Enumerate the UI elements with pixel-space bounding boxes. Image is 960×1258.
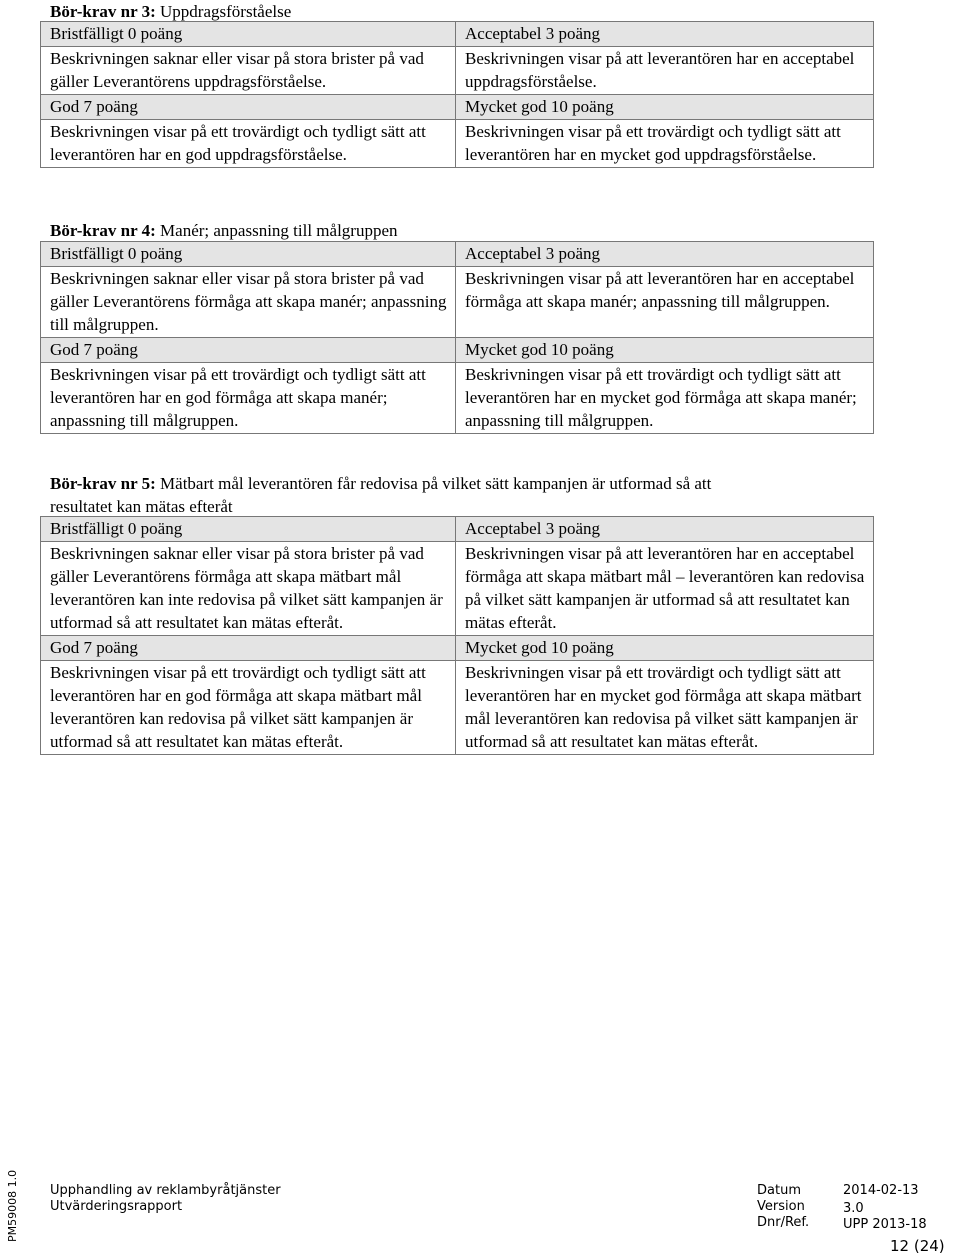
grade-acceptabel: Acceptabel 3 poäng [456,242,874,267]
desc-bristfalligt: Beskrivningen saknar eller visar på stora brister på vad gäller Leverantörens förmåga att skapa manér; anpassning till målgruppen. [41,267,456,338]
grade-god: God 7 poäng [41,95,456,120]
grade-acceptabel: Acceptabel 3 poäng [456,517,874,542]
section-title-4 [50,219,910,242]
desc-god: Beskrivningen visar på ett trovärdigt och tydligt sätt att leverantören har en god förmåga att skapa manér; anpassning till målgruppen. [41,363,456,434]
desc-bristfalligt: Beskrivningen saknar eller visar på stora brister på vad gäller Leverantörens förmåga att skapa mätbart mål leverantören kan inte redovisa på vilket sätt kampanjen är utformad så att resultatet kan mätas efteråt. [41,542,456,636]
page-number: 12 (24) [890,1237,945,1255]
version-label: Version [757,1199,805,1214]
grade-bristfalligt: Bristfälligt 0 poäng [41,517,456,542]
section-title-5 [50,472,730,518]
grade-god: God 7 poäng [41,338,456,363]
section-title-bold: Bör-krav nr 3: [50,2,156,21]
grade-bristfalligt: Bristfälligt 0 poäng [41,242,456,267]
datum-label: Datum [757,1183,801,1198]
grade-bristfalligt: Bristfälligt 0 poäng [41,22,456,47]
desc-acceptabel: Beskrivningen visar på att leverantören har en acceptabel förmåga att skapa mätbart mål – leverantören kan redovisa på vilket sätt kampanjen är utformad så att resultatet kan mätas efteråt. [456,542,874,636]
desc-acceptabel: Beskrivningen visar på att leverantören har en acceptabel förmåga att skapa manér; anpassning till målgruppen. [456,267,874,338]
desc-acceptabel: Beskrivningen visar på att leverantören har en acceptabel uppdragsförståelse. [456,47,874,95]
criteria-table-5 [40,516,874,755]
form-id-label: PM59008 1.0 [6,1169,19,1242]
desc-god: Beskrivningen visar på ett trovärdigt och tydligt sätt att leverantören har en god förmåga att skapa mätbart mål leverantören kan redovisa på vilket sätt kampanjen är utformad så att resultatet kan mätas efteråt. [41,661,456,755]
section-title-3 [50,0,910,23]
dnr-label: Dnr/Ref. [757,1215,810,1230]
section-title-bold: Bör-krav nr 5: [50,474,156,493]
grade-acceptabel: Acceptabel 3 poäng [456,22,874,47]
desc-bristfalligt: Beskrivningen saknar eller visar på stora brister på vad gäller Leverantörens uppdragsförståelse. [41,47,456,95]
grade-mycket-god: Mycket god 10 poäng [456,338,874,363]
doc-title: Upphandling av reklambyråtjänster [50,1183,281,1198]
grade-mycket-god: Mycket god 10 poäng [456,636,874,661]
section-title-text: Manér; anpassning till målgruppen [155,221,398,240]
dnr-value: UPP 2013-18 [843,1217,927,1232]
desc-god: Beskrivningen visar på ett trovärdigt och tydligt sätt att leverantören har en god uppdragsförståelse. [41,120,456,168]
grade-mycket-god: Mycket god 10 poäng [456,95,874,120]
datum-value: 2014-02-13 [843,1183,919,1198]
criteria-table-4 [40,241,874,434]
section-title-text: Mätbart mål leverantören får redovisa på vilket sätt kampanjen är utformad så att resultatet kan mätas efteråt [50,474,712,516]
section-title-text: Uppdragsförståelse [155,2,292,21]
doc-subtitle: Utvärderingsrapport [50,1199,183,1214]
desc-mycket-god: Beskrivningen visar på ett trovärdigt och tydligt sätt att leverantören har en mycket god förmåga att skapa mätbart mål leverantören kan redovisa på vilket sätt kampanjen är utformad så att resultatet kan mätas efteråt. [456,661,874,755]
section-title-bold: Bör-krav nr 4: [50,221,156,240]
desc-mycket-god: Beskrivningen visar på ett trovärdigt och tydligt sätt att leverantören har en mycket god förmåga att skapa manér; anpassning till målgruppen. [456,363,874,434]
desc-mycket-god: Beskrivningen visar på ett trovärdigt och tydligt sätt att leverantören har en mycket god uppdragsförståelse. [456,120,874,168]
criteria-table-3 [40,21,874,168]
version-value: 3.0 [843,1201,864,1216]
grade-god: God 7 poäng [41,636,456,661]
